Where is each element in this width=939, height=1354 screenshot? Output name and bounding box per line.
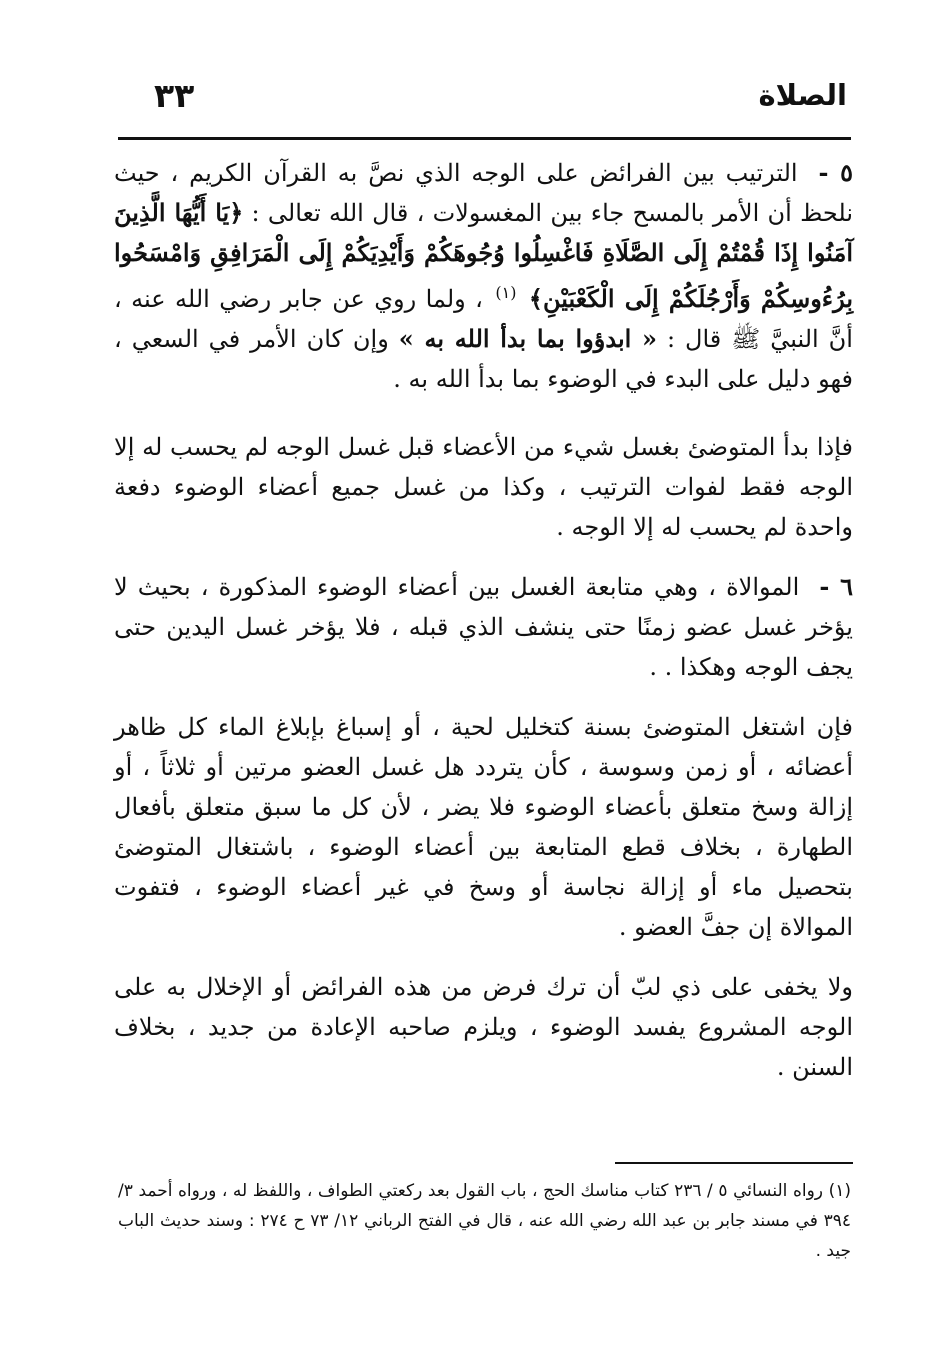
paragraph-muwalat-detail: [114, 707, 853, 947]
body-text: [114, 153, 853, 1099]
paragraph-muwalat: [114, 567, 853, 687]
page-header: [118, 78, 847, 128]
header-rule: [118, 137, 851, 140]
footnotes: [118, 1176, 851, 1266]
footnote: (١) رواه النسائي ٥ / ٢٣٦ كتاب مناسك الحج ، باب القول بعد ركعتي الطواف ، واللفظ له ، ورواه أحمد ٣/ ٣٩٤ في مسند جابر بن عبد الله رضي الله عنه ، قال في الفتح الرباني ١٢/ ٧٣ ح ٢٧٤ : وسند حديث الباب جيد .: [118, 1181, 851, 1261]
paragraph-text: ولا يخفى على ذي لبّ أن ترك فرض من هذه الفرائض أو الإخلال به على الوجه المشروع يفسد الوضوء ، ويلزم صاحبه الإعادة من جديد ، بخلاف السنن .: [114, 973, 853, 1081]
paragraph-text: الموالاة ، وهي متابعة الغسل بين أعضاء الوضوء المذكورة ، بحيث لا يؤخر غسل عضو زمنًا حتى ينشف الذي قبله ، فلا يؤخر غسل اليدين حتى يجف الوجه وهكذا . .: [114, 573, 853, 681]
paragraph-conclusion: [114, 967, 853, 1087]
paragraph-text: فإن اشتغل المتوضئ بسنة كتخليل لحية ، أو إسباغ بإبلاغ الماء كل ظاهر أعضائه ، أو زمن وسوسة ، كأن يتردد هل غسل العضو مرتين أو ثلاثاً ، أو إزالة وسخ متعلق بأعضاء الوضوء فلا يضر ، لأن كل ما سبق متعلق بأفعال الطهارة ، بخلاف قطع المتابعة بين أعضاء الوضوء ، باشتغال المتوضئ بتحصيل ماء أو إزالة نجاسة أو وسخ في غير أعضاء الوضوء ، فتفوت الموالاة إن جفَّ العضو .: [114, 713, 853, 941]
paragraph-text: وإن كان الأمر في السعي ، فهو دليل على البدء في الوضوء بما بدأ الله به .: [114, 325, 853, 393]
paragraph-text: ، ولما روي عن جابر رضي الله عنه ، أنَّ النبيَّ ﷺ قال :: [114, 285, 853, 353]
paragraph-text: الترتيب بين الفرائض على الوجه الذي نصَّ به القرآن الكريم ، حيث نلحظ أن الأمر بالمسح جاء بين المغسولات ، قال الله تعالى :: [114, 159, 853, 227]
paragraph-tarteeb-detail: [114, 427, 853, 547]
item-number: ٦ -: [819, 572, 853, 601]
page-number: ٣٣: [154, 76, 195, 115]
paragraph-tarteeb: [114, 153, 853, 399]
footnote-reference: (١): [495, 283, 517, 302]
quran-verse: ﴿يَا أَيُّهَا الَّذِينَ آمَنُوا إِذَا قُمْتُمْ إِلَى الصَّلَاةِ فَاغْسِلُوا وُجُوهَكُمْ وَأَيْدِيَكُمْ إِلَى الْمَرَافِقِ وَامْسَحُوا بِرُءُوسِكُمْ وَأَرْجُلَكُمْ إِلَى الْكَعْبَيْنِ﴾: [114, 198, 854, 313]
footnote-rule: [615, 1162, 853, 1164]
paragraph-text: فإذا بدأ المتوضئ بغسل شيء من الأعضاء قبل غسل الوجه لم يحسب له إلا الوجه فقط لفوات الترتيب ، وكذا من غسل جميع أعضاء الوضوء دفعة واحدة لم يحسب له إلا الوجه .: [114, 433, 854, 541]
hadith-quote: « ابدؤوا بما بدأ الله به »: [398, 324, 657, 353]
item-number: ٥ -: [818, 158, 853, 187]
chapter-title: الصلاة: [758, 78, 847, 112]
